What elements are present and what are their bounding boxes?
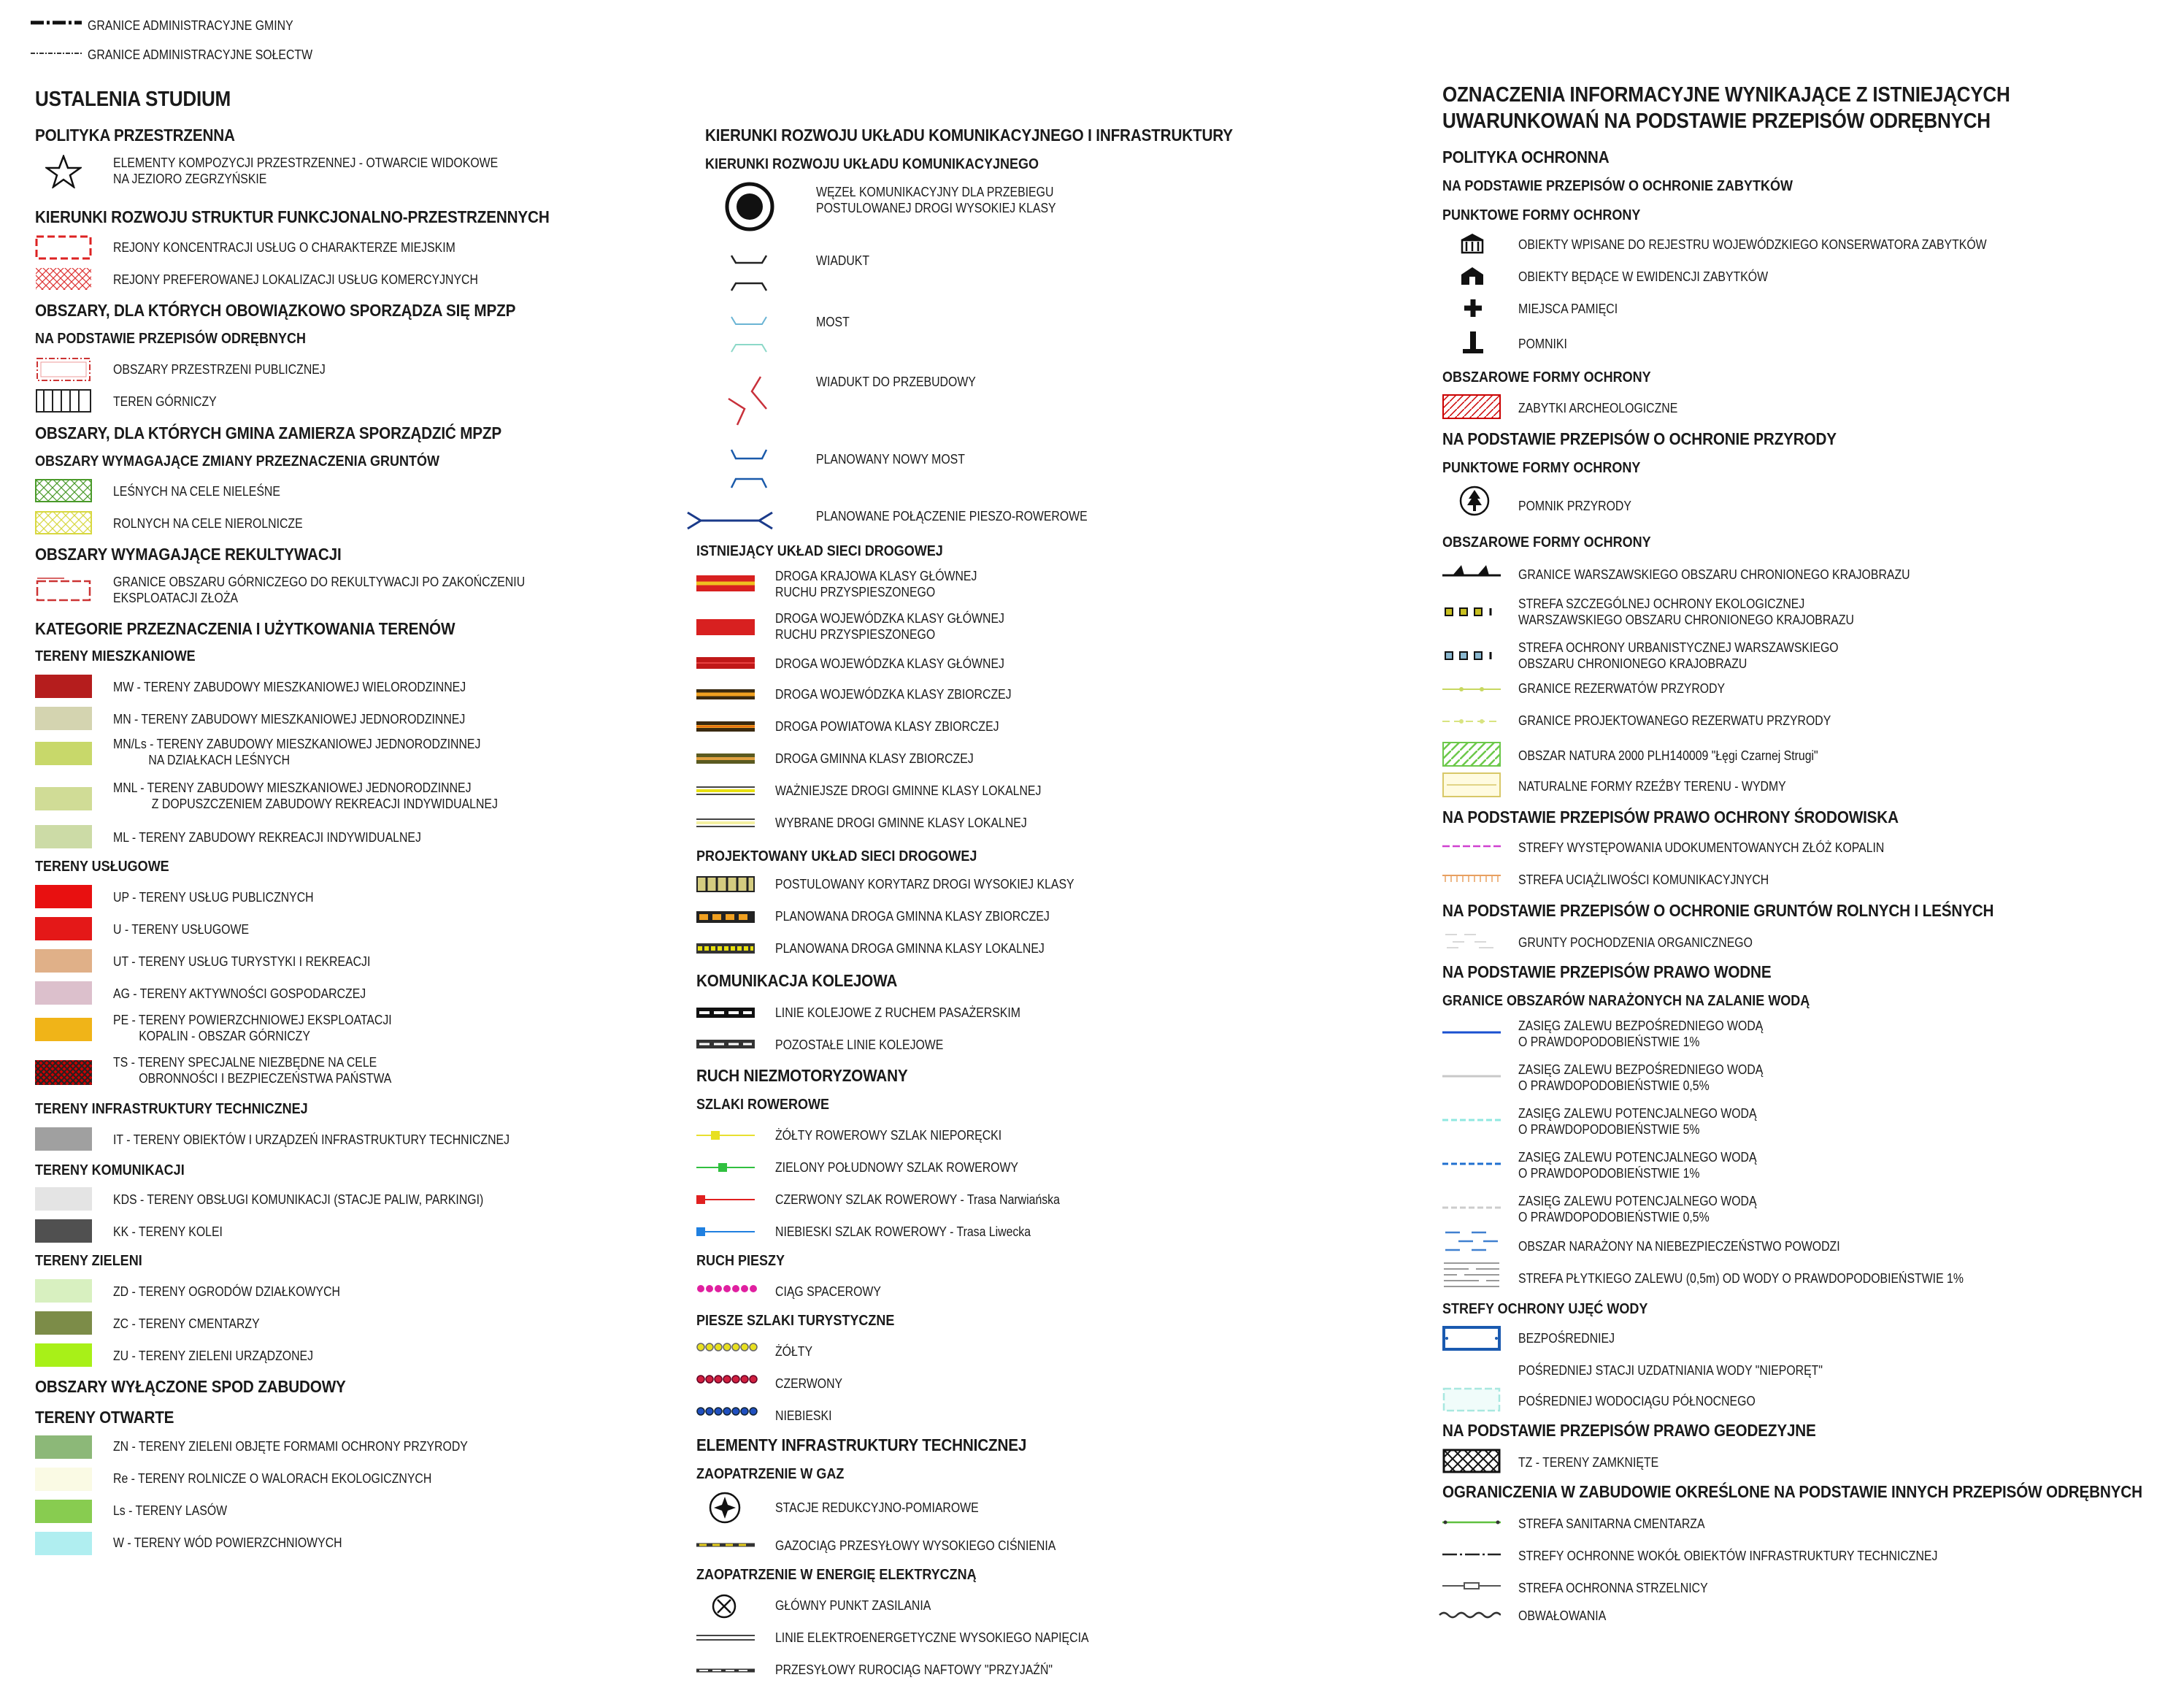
gruntow-title: NA PODSTAWIE PRZEPISÓW O OCHRONIE GRUNTÓW ROLNYCH I LEŚNYCH [1442,901,1994,920]
tree-icon [1458,485,1491,517]
ts-label: TS - TERENY SPECJALNE NIEZBĘDNE NA CELE OBRONNOŚCI I BEZPIECZEŃSTWA PAŃSTWA [113,1055,392,1086]
mieszkaniowe-title: TERENY MIESZKANIOWE [35,648,196,664]
bezposredniej-symbol [1442,1326,1501,1351]
zn-swatch [35,1435,92,1459]
wiadukt-icon [728,253,769,294]
obwalowania-symbol [1438,1611,1501,1619]
krajowa-symbol [696,575,755,591]
zolty-rower-label: ŻÓŁTY ROWEROWY SZLAK NIEPORĘCKI [775,1128,1002,1143]
pot5-symbol [1442,1117,1501,1123]
mnls-swatch [35,742,92,765]
przestrzeni-publicznej-symbol [35,356,92,383]
it-swatch [35,1127,92,1151]
solectw-border-label: GRANICE ADMINISTRACYJNE SOŁECTW [88,47,313,62]
it-label: IT - TERENY OBIEKTÓW I URZĄDZEŃ INFRASTRUKTURY TECHNICZNEJ [113,1132,510,1147]
cross-icon [1463,298,1483,318]
mnl-swatch [35,787,92,810]
zloz-label: STREFY WYSTĘPOWANIA UDOKUMENTOWANYCH ZŁÓŻ KOPALIN [1518,840,1885,855]
ls-label: Ls - TERENY LASÓW [113,1503,228,1518]
rolnych-symbol [35,511,92,534]
wydmy-symbol [1442,772,1501,797]
wydmy-label: NATURALNE FORMY RZEŹBY TERENU - WYDMY [1518,779,1786,794]
srodowiska-title: NA PODSTAWIE PRZEPISÓW PRAWO OCHRONY ŚRODOWISKA [1442,808,1899,827]
projektowany-title: PROJEKTOWANY UKŁAD SIECI DROGOWEJ [696,848,977,864]
ml-label: ML - TERENY ZABUDOWY REKREACJI INDYWIDUALNEJ [113,830,421,845]
pot5-label: ZASIĘG ZALEWU POTENCJALNEGO WODĄ O PRAWDOPODOBIEŃSTWIE 5% [1518,1106,1757,1137]
rejony-komercyjnych-symbol [35,267,92,291]
cmentarza-symbol [1442,1519,1501,1526]
nowy-most-label: PLANOWANY NOWY MOST [816,452,965,467]
przyrody-title: NA PODSTAWIE PRZEPISÓW O OCHRONIE PRZYRODY [1442,429,1837,448]
zamierza-title: OBSZARY, DLA KTÓRYCH GMINA ZAMIERZA SPORZĄDZIĆ MPZP [35,423,502,442]
kolejowa-title: KOMUNIKACJA KOLEJOWA [696,971,898,990]
czerwony-rower-symbol [696,1194,755,1205]
obszarowe2-title: OBSZAROWE FORMY OCHRONY [1442,534,1651,551]
teren-gorniczy-label: TEREN GÓRNICZY [113,394,217,409]
zolty-szlak-label: ŻÓŁTY [775,1344,813,1359]
gmina-border-symbol [31,19,82,29]
w-label: W - TERENY WÓD POWIERZCHNIOWYCH [113,1535,342,1550]
bezp1-label: ZASIĘG ZALEWU BEZPOŚREDNIEGO WODĄ O PRAWDOPODOBIEŃSTWIE 1% [1518,1019,1764,1049]
bezposredniej-label: BEZPOŚREDNIEJ [1518,1331,1615,1346]
kds-swatch [35,1187,92,1211]
pot1-label: ZASIĘG ZALEWU POTENCJALNEGO WODĄ O PRAWDOPODOBIEŃSTWIE 1% [1518,1150,1757,1181]
bezp05-symbol [1442,1073,1501,1079]
wezel-label: WĘZEŁ KOMUNIKACYJNY DLA PRZEBIEGU POSTULOWANEJ DROGI WYSOKIEJ KLASY [816,185,1056,215]
wybrane-symbol [696,818,755,828]
w-swatch [35,1532,92,1555]
zu-label: ZU - TERENY ZIELENI URZĄDZONEJ [113,1349,314,1363]
punkt-label: GŁÓWNY PUNKT ZASILANIA [775,1598,931,1613]
linie-el-symbol [696,1634,755,1641]
bezp1-symbol [1442,1029,1501,1035]
zmiany-title: OBSZARY WYMAGAJĄCE ZMIANY PRZEZNACZENIA GRUNTÓW [35,453,440,469]
ochronna-title: POLITYKA OCHRONNA [1442,147,1610,166]
turystyczne-title: PIESZE SZLAKI TURYSTYCZNE [696,1313,895,1329]
ewidencja-icon [1460,266,1485,286]
linie-el-label: LINIE ELEKTROENERGETYCZNE WYSOKIEGO NAPIĘCIA [775,1630,1089,1645]
obszarowe1-title: OBSZAROWE FORMY OCHRONY [1442,369,1651,386]
pomniki-label: POMNIKI [1518,337,1567,351]
up-label: UP - TERENY USŁUG PUBLICZNYCH [113,890,314,905]
rolnych-label: ROLNYCH NA CELE NIEROLNICZE [113,516,303,531]
ml-swatch [35,825,92,848]
plan-lokalnej-symbol [696,943,755,954]
ekologicznej-symbol [1442,606,1501,618]
niezmot-title: RUCH NIEZMOTORYZOWANY [696,1066,908,1085]
ujec-title: STREFY OCHRONY UJĘĆ WODY [1442,1301,1648,1317]
woj-g-symbol [696,657,755,669]
kierunki-title: KIERUNKI ROZWOJU STRUKTUR FUNKCJONALNO-PRZESTRZENNYCH [35,207,550,226]
strzelnicy-label: STREFA OCHRONNA STRZELNICY [1518,1581,1708,1595]
zolty-szlak-symbol [696,1342,758,1352]
col2-title: KIERUNKI ROZWOJU UKŁADU KOMUNIKACYJNEGO I INFRASTRUKTURY [705,126,1233,145]
czerwony-szlak-symbol [696,1374,758,1384]
uslugowe-title: TERENY USŁUGOWE [35,859,169,875]
pot1-symbol [1442,1161,1501,1167]
wiadukt-przebudowy-icon [724,372,783,428]
polnocnego-label: POŚREDNIEJ WODOCIĄGU PÓŁNOCNEGO [1518,1394,1756,1408]
teren-gorniczy-symbol [35,388,92,413]
rejony-komercyjnych-label: REJONY PREFEROWANEJ LOKALIZACJI USŁUG KOMERCYJNYCH [113,272,478,287]
wodne-title: NA PODSTAWIE PRZEPISÓW PRAWO WODNE [1442,962,1772,981]
most-icon [728,314,769,355]
rekultywacji-title: OBSZARY WYMAGAJĄCE REKULTYWACJI [35,545,342,564]
ut-label: UT - TERENY USŁUG TURYSTYKI I REKREACJI [113,954,371,969]
proj-rezerwatu-label: GRANICE PROJEKTOWANEGO REZERWATU PRZYRODY [1518,713,1831,728]
pot05-label: ZASIĘG ZALEWU POTENCJALNEGO WODĄ O PRAWDOPODOBIEŃSTWIE 0,5% [1518,1194,1757,1224]
wok-symbol [1442,561,1501,578]
ograniczenia-title: OGRANICZENIA W ZABUDOWIE OKREŚLONE NA PODSTAWIE INNYCH PRZEPISÓW ODRĘBNYCH [1442,1482,2142,1501]
rurociag-symbol [696,1666,755,1675]
rekultywacja-label: GRANICE OBSZARU GÓRNICZEGO DO REKULTYWACJI PO ZAKOŃCZENIU EKSPLOATACJI ZŁOŻA [113,575,526,605]
lesnych-symbol [35,479,92,502]
proj-rezerwatu-symbol [1442,716,1501,727]
zabytkow-title: NA PODSTAWIE PRZEPISÓW O OCHRONIE ZABYTKÓW [1442,178,1793,194]
woj-z-label: DROGA WOJEWÓDZKA KLASY ZBIORCZEJ [775,687,1012,702]
komunikacji-title: TERENY KOMUNIKACJI [35,1162,185,1178]
pamieci-label: MIEJSCA PAMIĘCI [1518,302,1618,316]
kk-label: KK - TERENY KOLEI [113,1224,223,1239]
niebieski-szlak-label: NIEBIESKI [775,1408,832,1423]
spacerowy-symbol [696,1284,758,1294]
tz-label: TZ - TERENY ZAMKNIĘTE [1518,1455,1659,1470]
uklad-title: KIERUNKI ROZWOJU UKŁADU KOMUNIKACYJNEGO [705,156,1039,172]
korytarz-symbol [696,876,755,892]
czerwony-szlak-label: CZERWONY [775,1376,843,1391]
stacja-gaz-icon [708,1491,742,1525]
mn-label: MN - TERENY ZABUDOWY MIESZKANIOWEJ JEDNORODZINNEJ [113,712,466,726]
rezerwatow-label: GRANICE REZERWATÓW PRZYRODY [1518,681,1726,696]
zolty-rower-symbol [696,1130,755,1140]
pow-z-symbol [696,721,755,732]
powodzi-label: OBSZAR NARAŻONY NA NIEBEZPIECZEŃSTWO POWODZI [1518,1239,1840,1254]
plan-lokalnej-label: PLANOWANA DROGA GMINNA KLASY LOKALNEJ [775,941,1045,956]
kk-swatch [35,1219,92,1243]
infra-title: TERENY INFRASTRUKTURY TECHNICZNEJ [35,1101,308,1117]
mnl-label: MNL - TERENY ZABUDOWY MIESZKANIOWEJ JEDNORODZINNEJ Z DOPUSZCZENIEM ZABUDOWY REKREACJI INDYWIDUALNEJ [113,781,498,811]
archeologiczne-symbol [1442,394,1501,419]
powodzi-symbol [1442,1230,1501,1254]
col3-title: OZNACZENIA INFORMACYJNE WYNIKAJĄCE Z ISTNIEJĄCYCH UWARUNKOWAŃ NA PODSTAWIE PRZEPISÓW ODRĘBNYCH [1442,83,2010,133]
zc-swatch [35,1311,92,1335]
mnls-label: MN/Ls - TERENY ZABUDOWY MIESZKANIOWEJ JEDNORODZINNEJ NA DZIAŁKACH LEŚNYCH [113,737,481,767]
wiadukt-label: WIADUKT [816,253,870,268]
kategorie-title: KATEGORIE PRZEZNACZENIA I UŻYTKOWANIA TERENÓW [35,619,455,638]
natura-label: OBSZAR NATURA 2000 PLH140009 "Łęgi Czarnej Strugi" [1518,748,1818,763]
punkt-zasilania-icon [711,1593,737,1619]
rejestr-icon [1460,232,1485,254]
natura-symbol [1442,742,1501,767]
up-swatch [35,885,92,908]
gmin-z-label: DROGA GMINNA KLASY ZBIORCZEJ [775,751,974,766]
plan-zbiorczej-symbol [696,911,755,923]
wylaczone-title: OBSZARY WYŁĄCZONE SPOD ZABUDOWY [35,1377,346,1396]
nowy-most-icon [728,447,769,491]
wok-label: GRANICE WARSZAWSKIEGO OBSZARU CHRONIONEGO KRAJOBRAZU [1518,567,1910,582]
czerwony-rower-label: CZERWONY SZLAK ROWEROWY - Trasa Narwiańska [775,1192,1060,1207]
gaz-title: ZAOPATRZENIE W GAZ [696,1466,845,1482]
rowerowe-title: SZLAKI ROWEROWE [696,1097,829,1113]
zielony-rower-label: ZIELONY POŁUDNOWY SZLAK ROWEROWY [775,1160,1018,1175]
ag-label: AG - TERENY AKTYWNOŚCI GOSPODARCZEJ [113,986,366,1001]
strzelnicy-symbol [1442,1581,1501,1590]
zielony-rower-symbol [696,1162,755,1173]
korytarz-label: POSTULOWANY KORYTARZ DROGI WYSOKIEJ KLASY [775,877,1074,891]
pasazerskim-symbol [696,1008,755,1018]
ewidencji-label: OBIEKTY BĘDĄCE W EWIDENCJI ZABYTKÓW [1518,269,1769,284]
zc-label: ZC - TERENY CMENTARZY [113,1316,260,1331]
gmin-z-symbol [696,753,755,764]
pomnik-przyrody-label: POMNIK PRZYRODY [1518,499,1631,513]
uciazliwosci-label: STREFA UCIĄŻLIWOŚCI KOMUNIKACYJNYCH [1518,872,1769,887]
ag-swatch [35,981,92,1005]
woj-gp-label: DROGA WOJEWÓDZKA KLASY GŁÓWNEJ RUCHU PRZYSPIESZONEGO [775,611,1004,642]
tz-symbol [1442,1449,1501,1473]
most-label: MOST [816,315,850,329]
ustalenia-title: USTALENIA STUDIUM [35,88,231,111]
archeologiczne-label: ZABYTKI ARCHEOLOGICZNE [1518,401,1678,415]
zalanie-title: GRANICE OBSZARÓW NARAŻONYCH NA ZALANIE WODĄ [1442,993,1810,1009]
istniejacy-title: ISTNIEJĄCY UKŁAD SIECI DROGOWEJ [696,543,943,559]
woj-g-label: DROGA WOJEWÓDZKA KLASY GŁÓWNEJ [775,656,1004,671]
ls-swatch [35,1500,92,1523]
ts-swatch [35,1060,92,1085]
kompozycja-label: ELEMENTY KOMPOZYCJI PRZESTRZENNEJ - OTWARCIE WIDOKOWE NA JEZIORO ZEGRZYŃSKIE [113,156,499,186]
gazociag-label: GAZOCIĄG PRZESYŁOWY WYSOKIEGO CIŚNIENIA [775,1538,1056,1553]
obowiazkowo-title: OBSZARY, DLA KTÓRYCH OBOWIĄZKOWO SPORZĄDZA SIĘ MPZP [35,301,516,320]
zd-swatch [35,1279,92,1303]
re-swatch [35,1468,92,1491]
punktowe1-title: PUNKTOWE FORMY OCHRONY [1442,207,1641,223]
urbanistycznej-label: STREFA OCHRONY URBANISTYCZNEJ WARSZAWSKIEGO OBSZARU CHRONIONEGO KRAJOBRAZU [1518,640,1839,671]
pieszo-rowerowe-label: PLANOWANE POŁĄCZENIE PIESZO-ROWEROWE [816,509,1088,523]
rejony-miejskim-symbol [35,235,92,260]
zieleni-title: TERENY ZIELENI [35,1253,142,1269]
kds-label: KDS - TERENY OBSŁUGI KOMUNIKACJI (STACJE PALIW, PARKINGI) [113,1192,484,1207]
organicznego-label: GRUNTY POCHODZENIA ORGANICZNEGO [1518,935,1753,950]
rejestr-label: OBIEKTY WPISANE DO REJESTRU WOJEWÓDZKIEGO KONSERWATORA ZABYTKÓW [1518,237,1987,252]
u-swatch [35,917,92,940]
pozostale-symbol [696,1040,755,1048]
star-icon [45,155,82,188]
zn-label: ZN - TERENY ZIELENI OBJĘTE FORMAMI OCHRONY PRZYRODY [113,1439,468,1454]
pieszy-title: RUCH PIESZY [696,1253,785,1269]
nieporet-label: POŚREDNIEJ STACJI UZDATNIANIA WODY "NIEPORĘT" [1518,1363,1823,1378]
zu-swatch [35,1343,92,1367]
przestrzeni-publicznej-label: OBSZARY PRZESTRZENI PUBLICZNEJ [113,362,326,377]
gmina-border-label: GRANICE ADMINISTRACYJNE GMINY [88,18,293,33]
niebieski-rower-symbol [696,1227,755,1237]
mn-swatch [35,707,92,730]
mw-label: MW - TERENY ZABUDOWY MIESZKANIOWEJ WIELORODZINNEJ [113,680,466,694]
plytkiego-symbol [1442,1260,1501,1288]
woj-z-symbol [696,689,755,699]
organicznego-symbol [1442,929,1501,952]
obwalowania-label: OBWAŁOWANIA [1518,1608,1607,1623]
urbanistycznej-symbol [1442,650,1501,661]
u-label: U - TERENY USŁUGOWE [113,922,250,937]
solectw-border-symbol [31,48,82,58]
rurociag-label: PRZESYŁOWY RUROCIĄG NAFTOWY "PRZYJAŹŃ" [775,1662,1053,1677]
pow-z-label: DROGA POWIATOWA KLASY ZBIORCZEJ [775,719,999,734]
pot05-symbol [1442,1205,1501,1211]
otwarte-title: TERENY OTWARTE [35,1408,174,1427]
energia-title: ZAOPATRZENIE W ENERGIĘ ELEKTRYCZNĄ [696,1567,977,1583]
wazniejsze-label: WAŻNIEJSZE DROGI GMINNE KLASY LOKALNEJ [775,783,1042,798]
niebieski-szlak-symbol [696,1406,758,1416]
uciazliwosci-symbol [1442,873,1501,883]
ut-swatch [35,949,92,973]
woj-gp-symbol [696,619,755,635]
wybrane-label: WYBRANE DROGI GMINNE KLASY LOKALNEJ [775,816,1027,830]
plan-zbiorczej-label: PLANOWANA DROGA GMINNA KLASY ZBIORCZEJ [775,909,1050,924]
pasazerskim-label: LINIE KOLEJOWE Z RUCHEM PASAŻERSKIM [775,1005,1020,1020]
pozostale-label: POZOSTAŁE LINIE KOLEJOWE [775,1038,944,1052]
rekultywacja-symbol [35,575,92,605]
pieszo-rowerowe-icon [686,510,774,532]
lesnych-label: LEŚNYCH NA CELE NIELEŚNE [113,484,280,499]
rejony-miejskim-label: REJONY KONCENTRACJI USŁUG O CHARAKTERZE MIEJSKIM [113,240,455,255]
wezel-icon [724,181,775,232]
pe-swatch [35,1018,92,1041]
krajowa-label: DROGA KRAJOWA KLASY GŁÓWNEJ RUCHU PRZYSPIESZONEGO [775,569,977,599]
stacje-label: STACJE REDUKCYJNO-POMIAROWE [775,1500,979,1515]
punktowe2-title: PUNKTOWE FORMY OCHRONY [1442,460,1641,476]
ekologicznej-label: STREFA SZCZEGÓLNEJ OCHRONY EKOLOGICZNEJ WARSZAWSKIEGO OBSZARU CHRONIONEGO KRAJOBRAZU [1518,597,1854,627]
mw-swatch [35,675,92,698]
wazniejsze-symbol [696,786,755,796]
polityka-title: POLITYKA PRZESTRZENNA [35,126,235,145]
bezp05-label: ZASIĘG ZALEWU BEZPOŚREDNIEGO WODĄ O PRAWDOPODOBIEŃSTWIE 0,5% [1518,1062,1764,1093]
cmentarza-label: STREFA SANITARNA CMENTARZA [1518,1516,1705,1531]
ochronne-infra-label: STREFY OCHRONNE WOKÓŁ OBIEKTÓW INFRASTRUKTURY TECHNICZNEJ [1518,1549,1938,1563]
pe-label: PE - TERENY POWIERZCHNIOWEJ EKSPLOATACJI KOPALIN - OBSZAR GÓRNICZY [113,1013,392,1043]
ochronne-infra-symbol [1442,1551,1501,1558]
spacerowy-label: CIĄG SPACEROWY [775,1284,881,1299]
zloz-symbol [1442,843,1501,850]
gazociag-symbol [696,1541,755,1549]
geodezyjne-title: NA PODSTAWIE PRZEPISÓW PRAWO GEODEZYJNE [1442,1421,1816,1440]
odrebnych-title: NA PODSTAWIE PRZEPISÓW ODRĘBNYCH [35,331,307,347]
wiadukt-przebudowy-label: WIADUKT DO PRZEBUDOWY [816,375,976,389]
zd-label: ZD - TERENY OGRODÓW DZIAŁKOWYCH [113,1284,340,1299]
polnocnego-symbol [1442,1387,1501,1412]
plytkiego-label: STREFA PŁYTKIEGO ZALEWU (0,5m) OD WODY O PRAWDOPODOBIEŃSTWIE 1% [1518,1271,1964,1286]
pomnik-icon [1461,330,1485,355]
rezerwatow-symbol [1442,683,1501,695]
re-label: Re - TERENY ROLNICZE O WALORACH EKOLOGICZNYCH [113,1471,432,1486]
niebieski-rower-label: NIEBIESKI SZLAK ROWEROWY - Trasa Liwecka [775,1224,1031,1239]
infra-title: ELEMENTY INFRASTRUKTURY TECHNICZNEJ [696,1435,1027,1454]
